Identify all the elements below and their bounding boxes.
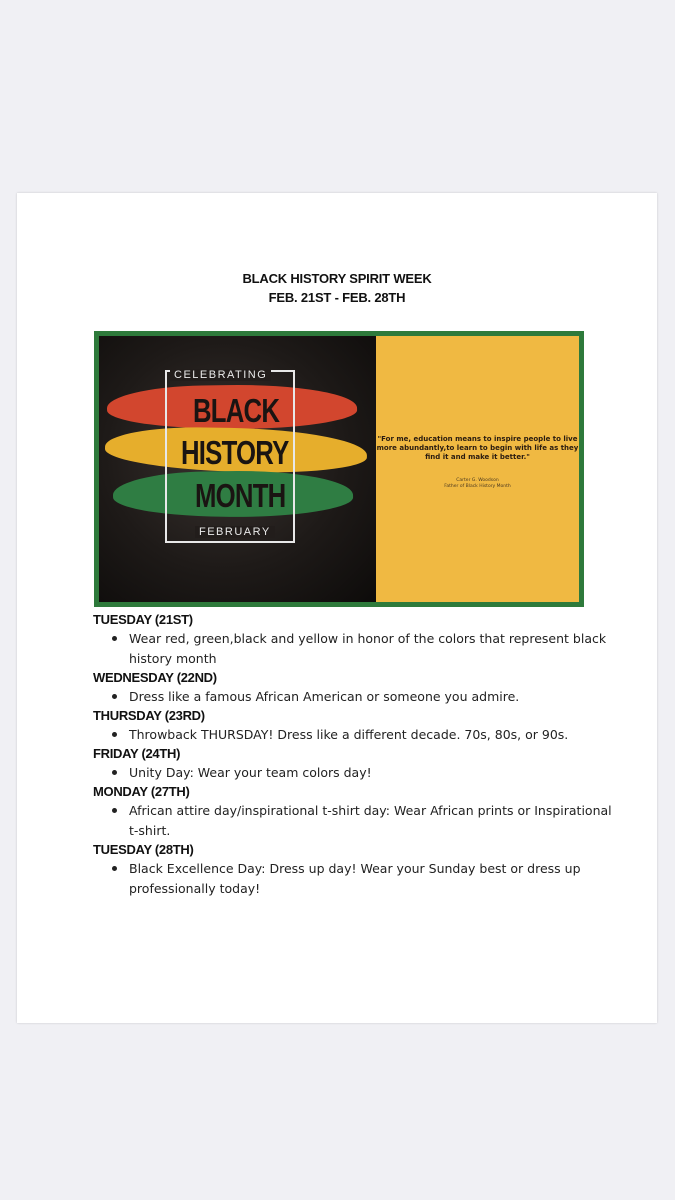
spirit-week-schedule — [93, 611, 613, 899]
flyer-header — [17, 269, 657, 307]
schedule-day — [93, 841, 613, 899]
bullet-icon — [112, 866, 117, 871]
quote-panel — [376, 336, 579, 602]
quote-author: Carter G. Woodson — [456, 478, 499, 483]
quote-attribution — [376, 478, 579, 490]
schedule-day — [93, 783, 613, 841]
flyer-title: BLACK HISTORY SPIRIT WEEK — [242, 271, 432, 286]
bullet-icon — [112, 770, 117, 775]
day-heading: THURSDAY (23RD) — [93, 708, 205, 723]
list-item: Black Excellence Day: Dress up day! Wear your Sunday best or dress up professionally today! — [93, 859, 613, 899]
schedule-day — [93, 745, 613, 783]
day-heading: WEDNESDAY (22ND) — [93, 670, 217, 685]
word-black: BLACK — [193, 392, 280, 429]
bullet-icon — [112, 732, 117, 737]
celebrating-label: CELEBRATING — [170, 369, 271, 381]
black-history-month-graphic — [99, 336, 376, 602]
document-page — [17, 193, 657, 1023]
word-month: MONTH — [195, 477, 286, 514]
schedule-day — [93, 669, 613, 707]
schedule-day — [93, 611, 613, 669]
woodson-quote: "For me, education means to inspire people to live more abundantly,to learn to begin with life as they find it and make it better." — [376, 435, 579, 461]
banner-image — [94, 331, 584, 607]
bullet-icon — [112, 694, 117, 699]
quote-author-title: Father of Black History Month — [444, 484, 511, 489]
bullet-icon — [112, 636, 117, 641]
february-label: FEBRUARY — [195, 526, 275, 538]
day-heading: MONDAY (27TH) — [93, 784, 190, 799]
word-history: HISTORY — [181, 434, 289, 471]
day-heading: TUESDAY (21ST) — [93, 612, 193, 627]
day-heading: FRIDAY (24TH) — [93, 746, 181, 761]
schedule-day — [93, 707, 613, 745]
flyer-dates: FEB. 21ST - FEB. 28TH — [268, 290, 406, 305]
day-heading: TUESDAY (28TH) — [93, 842, 194, 857]
list-item: Unity Day: Wear your team colors day! — [93, 763, 613, 783]
list-item: Throwback THURSDAY! Dress like a different decade. 70s, 80s, or 90s. — [93, 725, 613, 745]
list-item: African attire day/inspirational t-shirt day: Wear African prints or Inspirational t-shirt. — [93, 801, 613, 841]
list-item: Wear red, green,black and yellow in honor of the colors that represent black history month — [93, 629, 613, 669]
list-item: Dress like a famous African American or someone you admire. — [93, 687, 613, 707]
bullet-icon — [112, 808, 117, 813]
